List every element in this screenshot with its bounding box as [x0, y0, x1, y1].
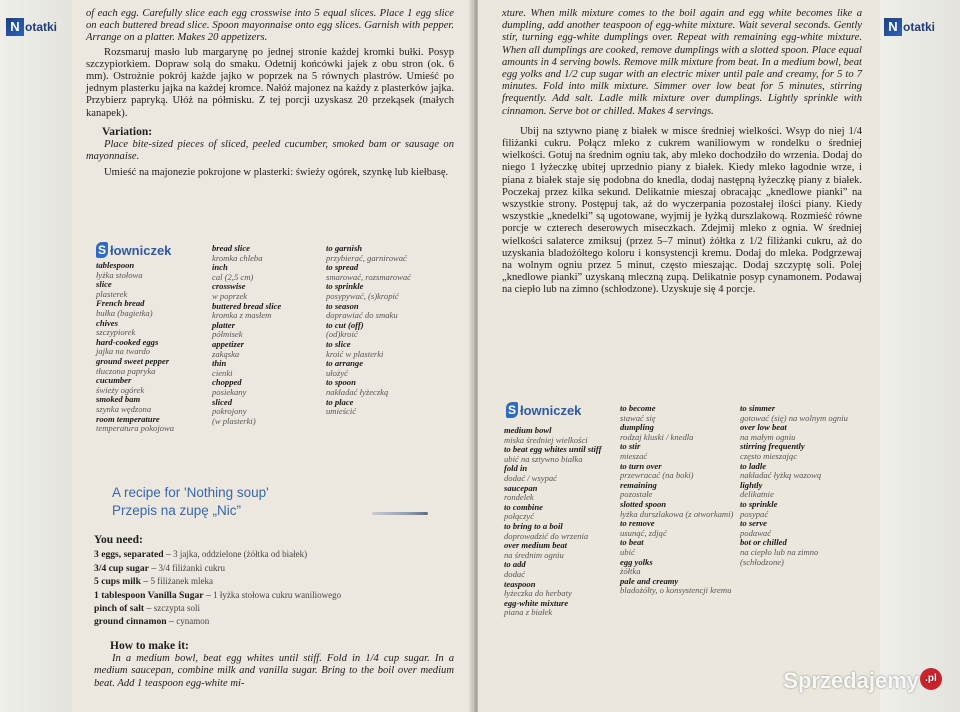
- recipe-title-polish: Przepis na zupę „Nic”: [112, 503, 242, 518]
- pen-decoration-icon: [372, 512, 428, 515]
- glossary-title: łowniczek: [520, 402, 582, 418]
- notes-tab-label: otatki: [25, 20, 58, 34]
- glossary-item: tablespoon łyżka stołowa: [96, 260, 143, 280]
- howto-heading: How to make it:: [110, 640, 189, 652]
- glossary-item: to add dodać: [504, 559, 526, 579]
- glossary-item: bread slice kromka chleba: [212, 243, 263, 263]
- watermark-badge-icon: .pl: [920, 668, 942, 690]
- glossary-item: sliced pokrojony: [212, 396, 247, 417]
- glossary-item: to become stawać się: [620, 403, 656, 423]
- glossary-item: bot or chilled na ciepło lub na zimno (schłodzone): [740, 537, 819, 567]
- notes-logo-icon: N: [884, 18, 902, 36]
- glossary-logo-icon: S: [507, 403, 516, 417]
- glossary-item: to sprinkle posypać: [740, 498, 778, 519]
- glossary-item: platter półmisek: [212, 319, 243, 340]
- watermark-text: Sprzedajemy: [783, 668, 919, 693]
- glossary-item: to slice kroić w plasterki: [326, 338, 384, 359]
- glossary-item: hard-cooked eggs jajka na twardo: [96, 336, 159, 357]
- glossary-logo-icon: S: [97, 243, 106, 257]
- glossary-item: ground sweet pepper tłuczona papryka: [96, 355, 170, 376]
- glossary-item: egg yolks żółtka: [620, 556, 653, 577]
- left-page: [0, 0, 474, 712]
- variation-english: Place bite-sized pieces of sliced, peeled cucumber, smoked bam or sausage on mayonnaise.: [86, 139, 454, 163]
- glossary-item: egg-white mixture piana z białek: [504, 597, 569, 618]
- glossary-item: cucumber świeży ogórek: [96, 375, 145, 395]
- glossary-item: to spread smarować, rozsmarować: [326, 262, 411, 282]
- right-page: [478, 0, 960, 712]
- ingredients-block: [94, 534, 454, 629]
- glossary-item: crosswise w poprzek: [212, 281, 248, 301]
- glossary-item: to place umieścić: [326, 396, 357, 417]
- glossary-left-col-2: [212, 244, 326, 426]
- glossary-item: to beat ubić: [620, 537, 644, 557]
- glossary-right-col-2: [620, 404, 736, 596]
- notes-tab-left: [6, 14, 64, 40]
- glossary-right-col-1: [504, 426, 620, 618]
- glossary-item: over medium beat na średnim ogniu: [504, 540, 568, 560]
- glossary-item: to turn over przewracać (na boki): [620, 460, 694, 481]
- ingredient-row: ground cinnamon – cynamon: [94, 616, 210, 628]
- notes-tab-label: otatki: [903, 20, 936, 34]
- glossary-item: remaining pozostałe: [620, 479, 657, 500]
- ingredient-row: 3 eggs, separated – 3 jajka, oddzielone (żółtka od białek): [94, 549, 308, 561]
- glossary-item: appetizer zakąska: [212, 338, 244, 359]
- glossary-title: łowniczek: [110, 242, 172, 258]
- glossary-left-col-1: [96, 261, 214, 434]
- glossary-item: lightly delikatnie: [740, 479, 774, 500]
- glossary-item: fold in dodać / wsypać: [504, 463, 557, 483]
- you-need-heading: You need:: [94, 534, 143, 546]
- variation-heading: Variation:: [102, 125, 153, 138]
- glossary-item: to cut (off) (od)kroić: [326, 319, 364, 340]
- glossary-item: thin cienki: [212, 358, 233, 378]
- glossary-item: to serve podawać: [740, 518, 772, 538]
- ingredient-row: 1 tablespoon Vanilla Sugar – 1 łyżka stołowa cukru waniliowego: [94, 589, 342, 601]
- glossary-item: to combine połączyć: [504, 501, 543, 522]
- notes-tab-right: [884, 14, 942, 40]
- left-text-column: [86, 8, 454, 180]
- glossary-item: slotted spoon łyżka durszlakowa (z otworkami): [620, 498, 734, 519]
- glossary-item: slice plasterek: [96, 279, 128, 299]
- recipe-title-english: A recipe for 'Nothing soup': [112, 485, 269, 500]
- howto-english: In a medium bowl, beat egg whites until stiff. Fold in 1/4 cup sugar. In a medium saucepan, combine milk and vanilla sugar. Bring to the boil over medium beat. Add 1 teaspoon egg-white mi-: [94, 653, 454, 689]
- glossary-item: stirring frequently często mieszając: [740, 441, 805, 461]
- glossary-item: to spoon nakładać łyżeczką: [326, 377, 389, 397]
- glossary-item: medium bowl miska średniej wielkości: [504, 425, 588, 445]
- variation-polish: Umieść na majonezie pokrojone w plasterki: świeży ogórek, szynkę lub kiełbasę.: [104, 167, 449, 179]
- glossary-item: smoked bam szynka wędzona: [96, 394, 152, 414]
- glossary-item: dumpling rodzaj kluski / knedla: [620, 422, 694, 442]
- glossary-item: to arrange ułożyć: [326, 358, 364, 378]
- glossary-item: chopped posiekany: [212, 377, 247, 397]
- glossary-item: teaspoon łyżeczka do herbaty: [504, 578, 572, 599]
- glossary-item: to bring to a boil doprowadzić do wrzenia: [504, 520, 589, 541]
- glossary-item: buttered bread slice kromka z masłem: [212, 300, 282, 321]
- glossary-item: to ladle nakładać łyżką wazową: [740, 460, 822, 481]
- ingredient-row: 3/4 cup sugar – 3/4 filiżanki cukru: [94, 562, 225, 574]
- ingredient-row: pinch of salt – szczypta soli: [94, 603, 200, 615]
- recipe-title: [112, 484, 269, 520]
- glossary-item: to season doprawiać do smaku: [326, 300, 398, 321]
- method-english: xture. When milk mixture comes to the boil again and egg white becomes like a dumpling, add another teaspoon of egg-white mixture. Wait several seconds. Gently stir, turning egg-white dumplings over. Repeat with remaining egg-white mixture. When all dumplings are cooked, remove dumplings with a slotted spoon. Place equal amounts in 4 serving bowls. Remove milk mixture from beat. In a medium bowl, beat egg yolks and 1/2 cup sugar with an electric mixer until pale and creamy, for 5 to 7 minutes. Fold into milk mixture. Simmer over low beat for 5 minutes, stirring frequently. Add salt. Ladle milk mixture over dumplings. Lightly sprinkle with cinnamon. Serve bot or chilled. Makes 4 servings.: [502, 8, 862, 117]
- glossary-item: to remove usunąć, zdjąć: [620, 518, 667, 538]
- glossary-item: to stir mieszać: [620, 441, 648, 461]
- ingredient-row: 5 cups milk – 5 filiżanek mleka: [94, 576, 213, 588]
- notes-strip-left: [0, 0, 72, 712]
- watermark-logo: [783, 668, 942, 694]
- notes-strip-right: [880, 0, 960, 712]
- howto-block: [94, 640, 454, 690]
- glossary-item: chives szczypiorek: [96, 317, 136, 338]
- glossary-item: over low beat na małym ogniu: [740, 422, 796, 442]
- glossary-item: French bread bułka (bagietka): [96, 298, 153, 318]
- glossary-right-col-3: [740, 404, 860, 567]
- glossary-item: to garnish przybierać, garnirować: [326, 243, 407, 263]
- glossary-item: to sprinkle posypywać, (s)kropić: [326, 281, 399, 301]
- glossary-left-col-3: [326, 244, 446, 417]
- right-text-column: [502, 8, 862, 297]
- glossary-item: pale and creamy bladożółty, o konsystencji kremu: [620, 575, 732, 596]
- notes-logo-icon: N: [6, 18, 24, 36]
- glossary-header-right: [506, 402, 581, 418]
- glossary-item: saucepan rondelek: [504, 482, 538, 503]
- glossary-header-left: [96, 242, 171, 258]
- glossary-item: inch cal (2,5 cm): [212, 262, 254, 282]
- glossary-item: to simmer gotować (się) na wolnym ogniu: [740, 403, 848, 423]
- glossary-item: room temperature temperatura pokojowa: [96, 413, 175, 434]
- glossary-item: (w plasterki): [212, 415, 256, 426]
- intro-english: of each egg. Carefully slice each egg crosswise into 5 equal slices. Place 1 egg slice on each buttered bread slice. Spoon mayonnaise onto egg slices. Garnish with pepper. Arrange on a platter. Makes 20 appetizers.: [86, 8, 454, 44]
- method-polish: Ubij na sztywno pianę z białek w misce średniej wielkości. Wsyp do niej 1/4 filiżanki cukru. Połącz mleko z cukrem waniliowym w rondelku o średniej wielkości. Gotuj na średnim ogniu tak, aby mleko dochodziło do wrzenia. Dodaj do niego 1 łyżeczkę ubitej uprzednio piany z białek. Kiedy mleko łagodnie wrze, i piana z białek staje się podobna do knedla, dodaj następną łyżeczkę piany z białek. Poczekaj przez kilka sekund. Delikatnie mieszaj obracając „knedlowe pianki” na wszystkie strony. Postępuj tak, aż do wyczerpania pozostałej ilości piany. Kiedy wszystkie „knedelki” są ugotowane, wyjmij je łyżką durszlakową. Rozmieść równe porcje w czterech deserowych miseczkach. Zdejmij mleko z ognia. W średniej wielkości salaterce zmiksuj (przez 5–7 minut) żółtka z 1/2 filiżanki cukru, aż do uzyskania bladożółtego koloru i konsystencji kremu. Dodaj do mleka. Podgrzewaj na wolnym ogniu przez 5 minut, często mieszając. Dodaj szczyptę soli. Polej „knedlowe pianki” uzyskaną mleczną zupą. Delikatnie posyp cynamonem. Podawaj na ciepło lub na zimno (schłodzone). Uzyskuje się 4 porcje.: [502, 125, 862, 296]
- intro-polish: Rozsmaruj masło lub margarynę po jednej stronie każdej kromki bułki. Posyp szczypiorkiem. Dopraw solą do smaku. Odetnij końcówki jajek z obu stron (ok. 6 mm). Ostrożnie pokrój każde jajko w poprzek na 5 równych plastrów. Umieść po jednym plasterku jajka na każdej kromce. Nałóż majonez na każdy z plasterków jajka. Przybierz papryką. Ułóż na półmisku. Z tej porcji uzyskasz 20 przekąsek (małych kanapek).: [86, 46, 454, 119]
- glossary-item: to beat egg whites until stiff ubić na sztywno białka: [504, 444, 602, 464]
